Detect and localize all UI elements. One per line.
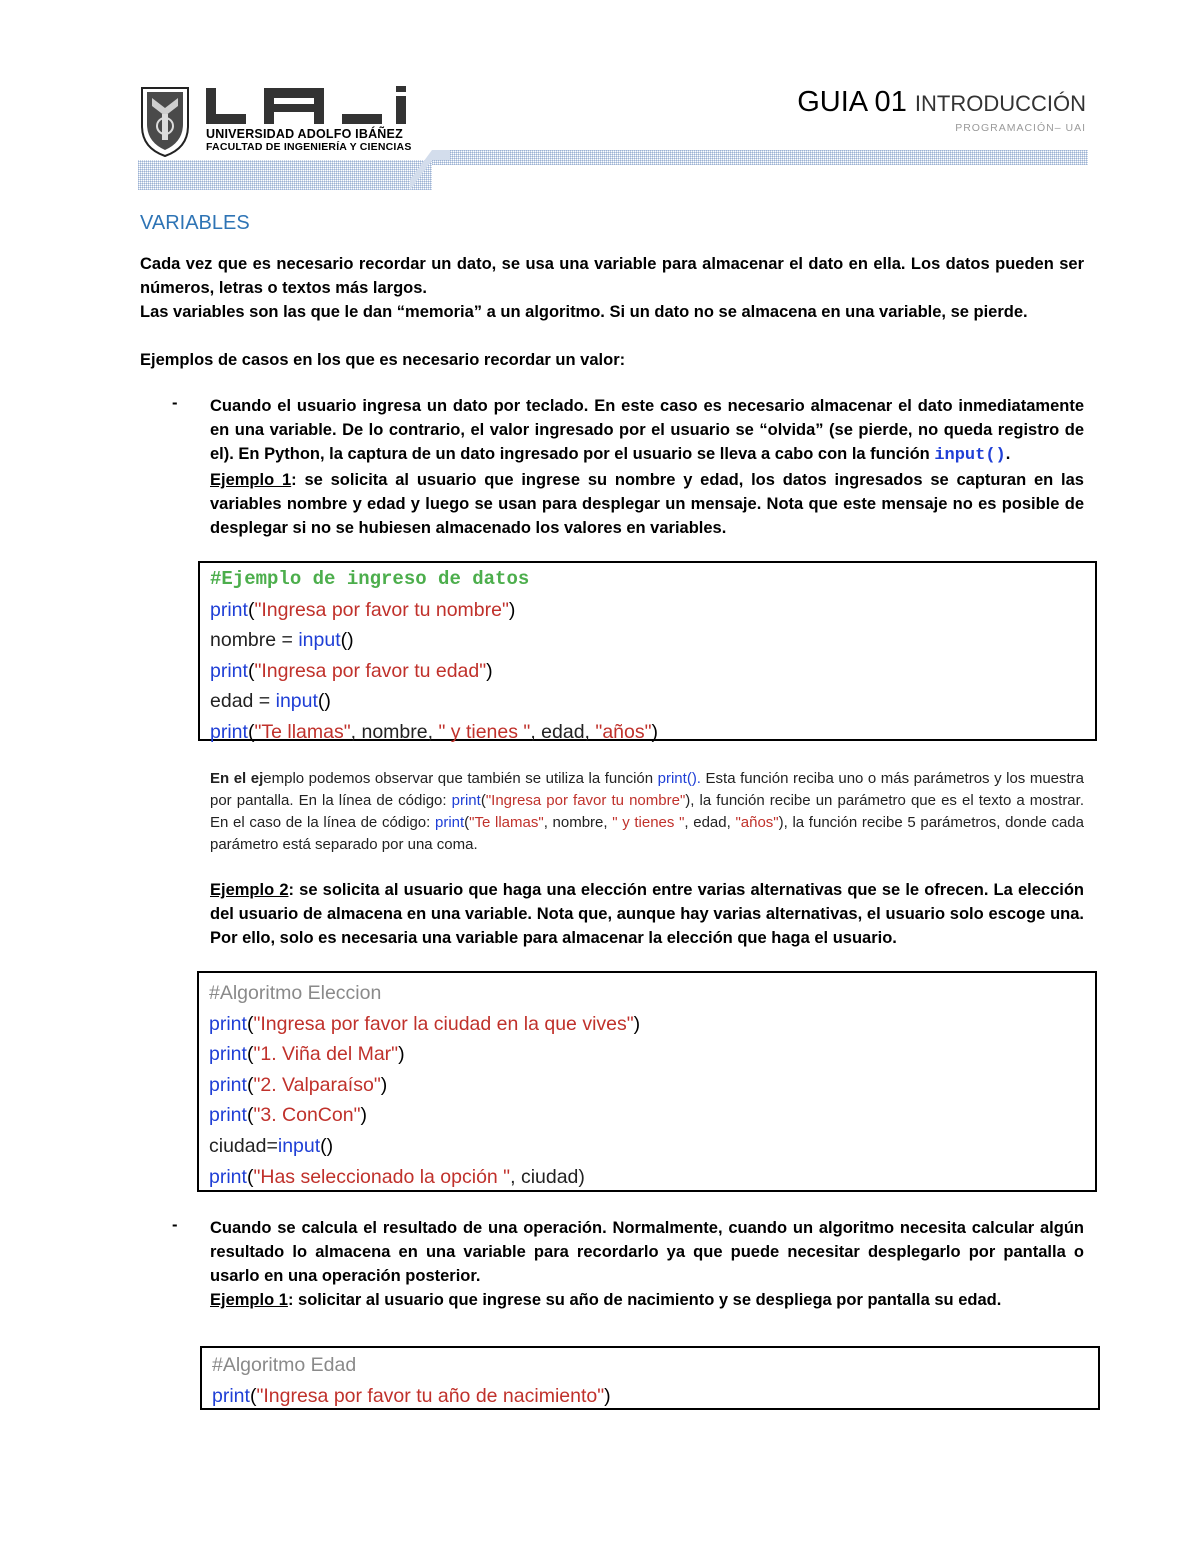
bullet-input [210,394,1084,540]
code-string: "Ingresa por favor tu año de nacimiento" [256,1384,605,1407]
explain-text: ), la función recibe 5 parámetros, donde cada parámetro está separado por una coma. [210,814,1084,853]
code-comment: #Algoritmo Eleccion [209,982,382,1004]
code-var: , ciudad) [510,1165,585,1188]
code-line [209,978,1085,1009]
code-line: print("1. Viña del Mar") [209,1043,405,1066]
examples-heading: Ejemplos de casos en los que es necesario recordar un valor: [140,351,626,369]
code-string: "Ingresa por favor tu nombre" [485,792,686,809]
code-paren: () [320,1134,334,1157]
explain-lead: En el ej [210,770,264,787]
bullet-operation [210,1216,1084,1312]
code-line: print("3. ConCon") [209,1104,368,1127]
code-string: " y tienes " [612,814,685,831]
example-edad-text: : solicitar al usuario que ingrese su año de nacimiento y se despliega por pantalla su edad. [287,1291,1002,1309]
code-string: "años" [735,814,779,831]
code-line [210,625,1085,656]
code-paren: () [317,690,331,713]
code-keyword: print [451,792,481,809]
code-line: print("2. Valparaíso") [209,1073,388,1096]
code-keyword: input [275,690,318,713]
example-edad-label: Ejemplo 1 [210,1291,288,1309]
code-comment: #Algoritmo Edad [212,1354,357,1376]
code-string: " y tienes " [438,720,531,743]
section-title: VARIABLES [140,212,250,234]
code-string: "Te llamas" [254,720,351,743]
explain-text: emplo podemos observar que también se utiliza la función [263,770,658,787]
bullet-dash: - [172,394,178,412]
code-keyword: input [277,1134,321,1157]
header-pattern-band-right [432,150,1088,165]
code-string: "Has seleccionado la opción " [253,1165,511,1188]
example-2-text: : se solicita al usuario que haga una elección entre varias alternativas que se le ofrecen. La elección del usuario de almacena en una variable. Nota que, aunque hay varias alternativas, el usuario solo escoge una. Por ello, solo es necesaria una variable para almacenar la elección que haga el usuario. [210,881,1084,947]
code-line: print("Ingresa por favor tu año de nacimiento") [212,1384,611,1407]
guide-topic: INTRODUCCIÓN [914,91,1086,116]
example-2-label: Ejemplo 2 [210,881,289,899]
guide-title [797,86,1086,119]
code-line: print("Ingresa por favor la ciudad en la que vives") [209,1012,641,1035]
code-line: print("Has seleccionado la opción ", ciudad) [209,1165,585,1188]
code-var: edad = [210,690,276,713]
code-line: print("Ingresa por favor tu nombre") [210,598,516,621]
bullet-input-text: Cuando el usuario ingresa un dato por teclado. En este caso es necesario almacenar el dato inmediatamente en una variable. De lo contrario, el valor ingresado por el usuario se “olvida” (se pierde, no queda registro de el). En Python, la captura de un dato ingresado por el usuario se lleva a cabo con la función [210,397,1084,463]
code-var: , edad, [530,720,596,743]
code-keyword: print [209,1104,247,1127]
intro-text-1: Cada vez que es necesario recordar un dato, se usa una variable para almacenar el dato en ella. Los datos pueden ser números, letras o textos más largos. [140,255,1084,297]
header-band-connector [410,150,450,190]
code-string: "Ingresa por favor tu nombre" [254,598,509,621]
code-block-edad [200,1346,1100,1410]
university-crest-logo [138,86,192,158]
code-keyword: print [209,1073,247,1096]
example-1-label: Ejemplo 1 [210,471,292,489]
bullet-dash: - [172,1216,178,1234]
code-string: "Ingresa por favor la ciudad en la que vives" [253,1012,634,1035]
code-keyword: print [210,659,248,682]
print-explanation: En el ejemplo podemos observar que también se utiliza la función print(). Esta función reciba uno o más parámetros y los muestra por pantalla. En la línea de código: print("Ingresa por favor tu nombre"), la función recibe un parámetro que es el texto a mostrar. En el caso de la línea de código: print("Te llamas", nombre, " y tienes ", edad, "años"), la función recibe 5 parámetros, donde cada parámetro está separado por una coma. [210,770,1085,853]
header-pattern-band-left [138,160,432,190]
university-name: UNIVERSIDAD ADOLFO IBÁÑEZ [206,127,403,141]
intro-text-2: Las variables son las que le dan “memoria” a un algoritmo. Si un dato no se almacena en una variable, se pierde. [140,303,1028,321]
code-line [210,563,1085,595]
code-var: nombre = [210,629,299,652]
code-block-eleccion [197,971,1097,1192]
bullet-operation-text: Cuando se calcula el resultado de una operación. Normalmente, cuando un algoritmo necesita calcular algún resultado lo almacena en una variable para recordarlo ya que puede necesitar desplegarlo por pantalla o usarlo en una operación posterior. [210,1219,1084,1285]
code-keyword: print [210,598,248,621]
code-string: "3. ConCon" [253,1104,361,1127]
code-line: print("Ingresa por favor tu edad") [210,659,493,682]
code-keyword: print [212,1384,250,1407]
code-var: , nombre, [350,720,439,743]
bullet-input-end: . [1005,445,1011,463]
code-string: "2. Valparaíso" [253,1073,381,1096]
code-line [209,1131,1085,1162]
code-var: , edad, [684,814,736,831]
print-function: print(). [657,770,701,787]
explain-text: Esta función reciba uno o más parámetros y los muestra por pantalla. En la línea de código: [210,770,1085,809]
code-comment: #Ejemplo de ingreso de datos [210,568,530,590]
uai-wordmark-logo [204,86,410,126]
code-var: ciudad= [209,1134,278,1157]
code-string: "años" [595,720,652,743]
code-keyword: print [209,1165,247,1188]
example-1-text: : se solicita al usuario que ingrese su nombre y edad, los datos ingresados se capturan en las variables nombre y edad y luego se usan para desplegar un mensaje. Nota que este mensaje no es posible de desplegar si no se hubiesen almacenado los valores en variables. [210,471,1084,537]
course-name: PROGRAMACIÓN– UAI [955,122,1086,134]
code-keyword: print [434,814,465,831]
example-2-paragraph [210,878,1084,950]
code-line [210,686,1085,717]
code-string: "Ingresa por favor tu edad" [254,659,487,682]
code-block-ingreso [198,561,1097,741]
code-line: print("Te llamas", nombre, " y tienes ", edad, "años") [210,720,659,743]
code-var: , nombre, [543,814,613,831]
input-function: input() [934,446,1006,465]
explain-text: ), la función recibe un parámetro que es el texto a mostrar. En el caso de la línea de código: [210,792,1084,831]
code-keyword: print [210,720,248,743]
code-string: "1. Viña del Mar" [253,1043,399,1066]
code-keyword: input [298,629,341,652]
code-string: "Te llamas" [469,814,544,831]
faculty-name: FACULTAD DE INGENIERÍA Y CIENCIAS [206,141,412,153]
code-keyword: print [209,1043,247,1066]
guide-number: GUIA 01 [797,86,907,118]
code-keyword: print [209,1012,247,1035]
intro-paragraph [140,252,1084,324]
code-line [212,1350,1088,1381]
code-paren: () [340,629,354,652]
